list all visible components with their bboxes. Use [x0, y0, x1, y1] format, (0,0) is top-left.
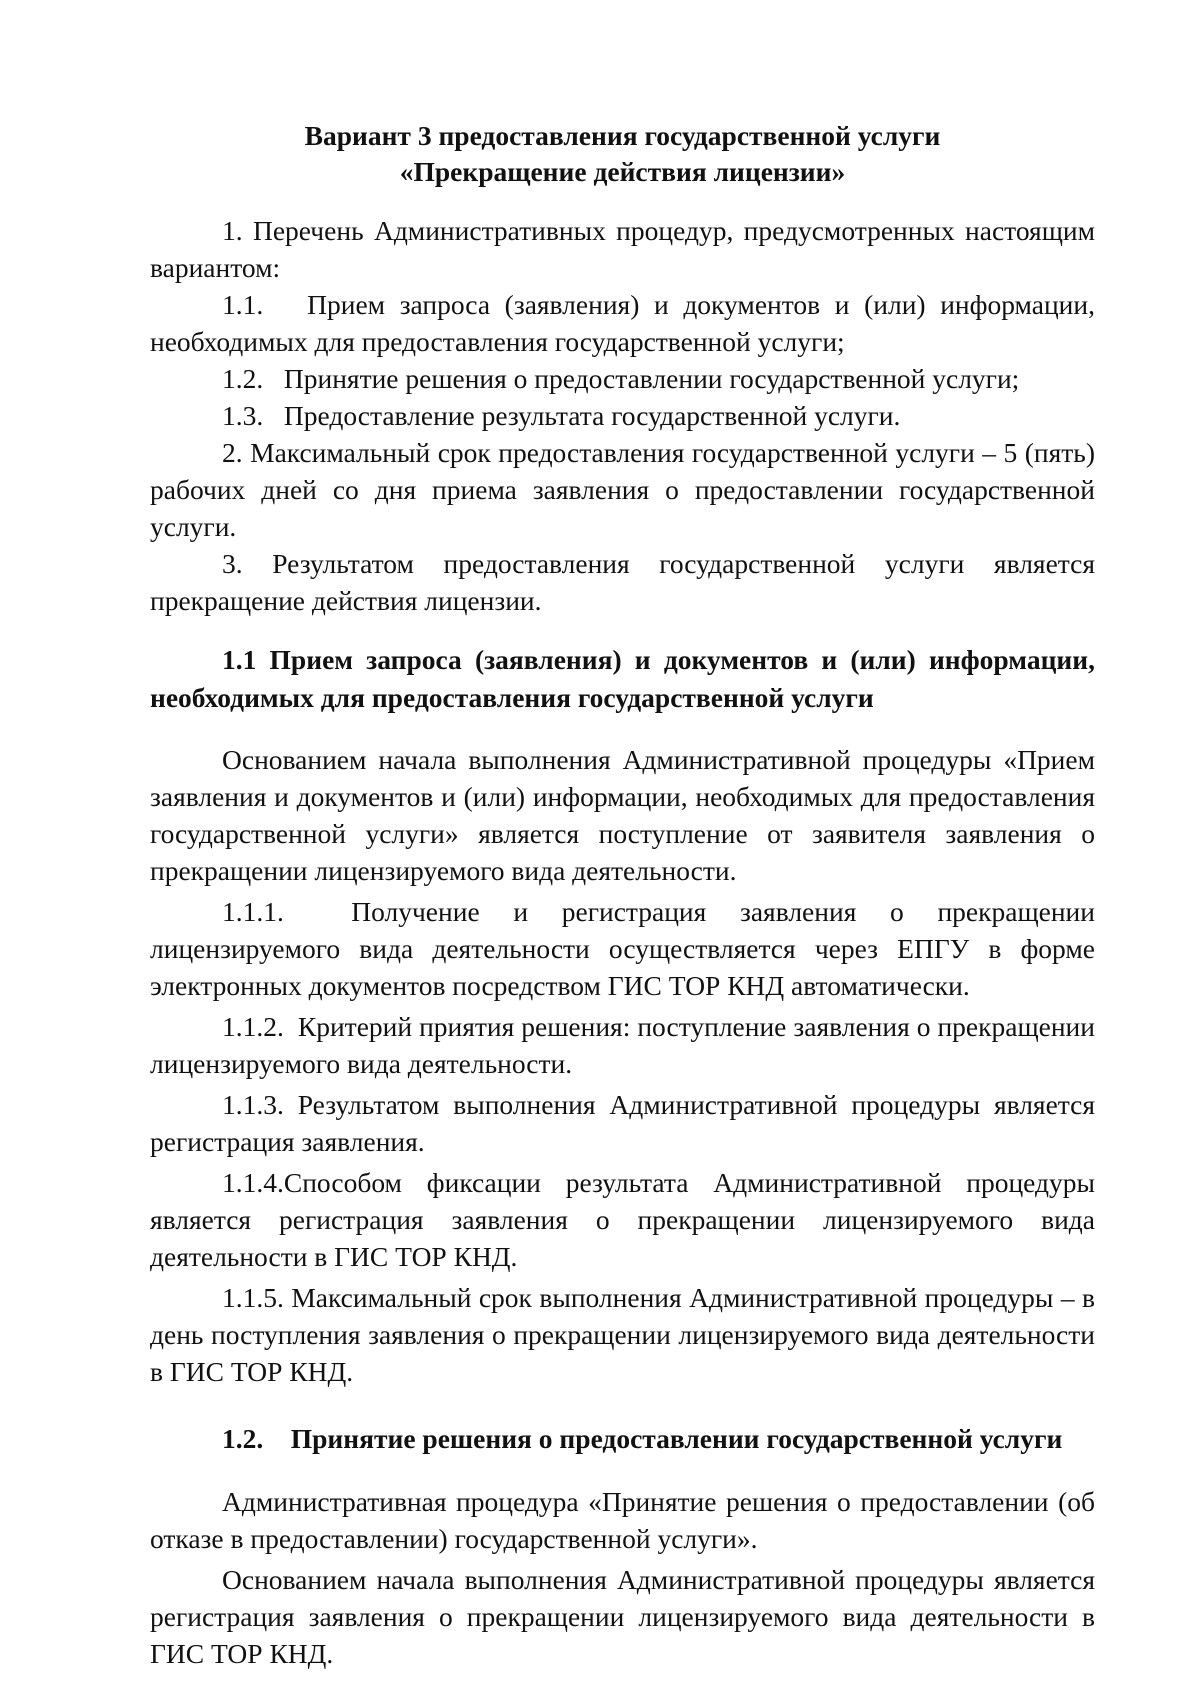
section-1-2-paragraph: Административная процедура «Принятие решения о предоставлении (об отказе в предоставлении) государственной услуги».	[150, 1486, 1095, 1554]
section-1-1-paragraph: 1.1.3. Результатом выполнения Административной процедуры является регистрация заявления.	[150, 1089, 1095, 1157]
document-title	[150, 118, 1095, 190]
title-line-1: Вариант 3 предоставления государственной услуги	[304, 120, 941, 151]
intro-paragraph: 1. Перечень Административных процедур, предусмотренных настоящим вариантом:	[150, 215, 1095, 283]
section-1-1-paragraph: 1.1.1. Получение и регистрация заявления о прекращении лицензируемого вида деятельности осуществляется через ЕПГУ в форме электронных документов посредством ГИС ТОР КНД автоматически.	[150, 896, 1095, 1001]
section-1-2-paragraph: Основанием начала выполнения Административной процедуры является регистрация заявления о прекращении лицензируемого вида деятельности в ГИС ТОР КНД.	[150, 1564, 1095, 1669]
section-1-1-paragraph: 1.1.5. Максимальный срок выполнения Административной процедуры – в день поступления заявления о прекращении лицензируемого вида деятельности в ГИС ТОР КНД.	[150, 1282, 1095, 1387]
intro-paragraph: 2. Максимальный срок предоставления государственной услуги – 5 (пять) рабочих дней со дня приема заявления о предоставлении государственной услуги.	[150, 437, 1095, 542]
section-1-1-heading: 1.1 Прием запроса (заявления) и документов и (или) информации, необходимых для предоставления государственной услуги	[150, 644, 1095, 713]
intro-paragraph: 1.2. Принятие решения о предоставлении государственной услуги;	[222, 363, 1020, 394]
section-1-1-paragraph: 1.1.4.Способом фиксации результата Административной процедуры является регистрация заявления о прекращении лицензируемого вида деятельности в ГИС ТОР КНД.	[150, 1167, 1095, 1272]
section-1-2-heading: 1.2. Принятие решения о предоставлении государственной услуги	[222, 1423, 1063, 1454]
section-1-1-paragraph: 1.1.2. Критерий приятия решения: поступление заявления о прекращении лицензируемого вида деятельности.	[150, 1011, 1095, 1079]
intro-paragraph: 1.1. Прием запроса (заявления) и документов и (или) информации, необходимых для предоставления государственной услуги;	[150, 289, 1095, 357]
section-1-1-paragraph: Основанием начала выполнения Административной процедуры «Прием заявления и документов и (или) информации, необходимых для предоставления государственной услуги» является поступление от заявителя заявления о прекращении лицензируемого вида деятельности.	[150, 744, 1095, 886]
intro-paragraph: 1.3. Предоставление результата государственной услуги.	[222, 400, 901, 431]
document-page	[150, 118, 1095, 1672]
intro-paragraph: 3. Результатом предоставления государственной услуги является прекращение действия лицензии.	[150, 548, 1095, 616]
title-line-2: «Прекращение действия лицензии»	[399, 156, 846, 187]
